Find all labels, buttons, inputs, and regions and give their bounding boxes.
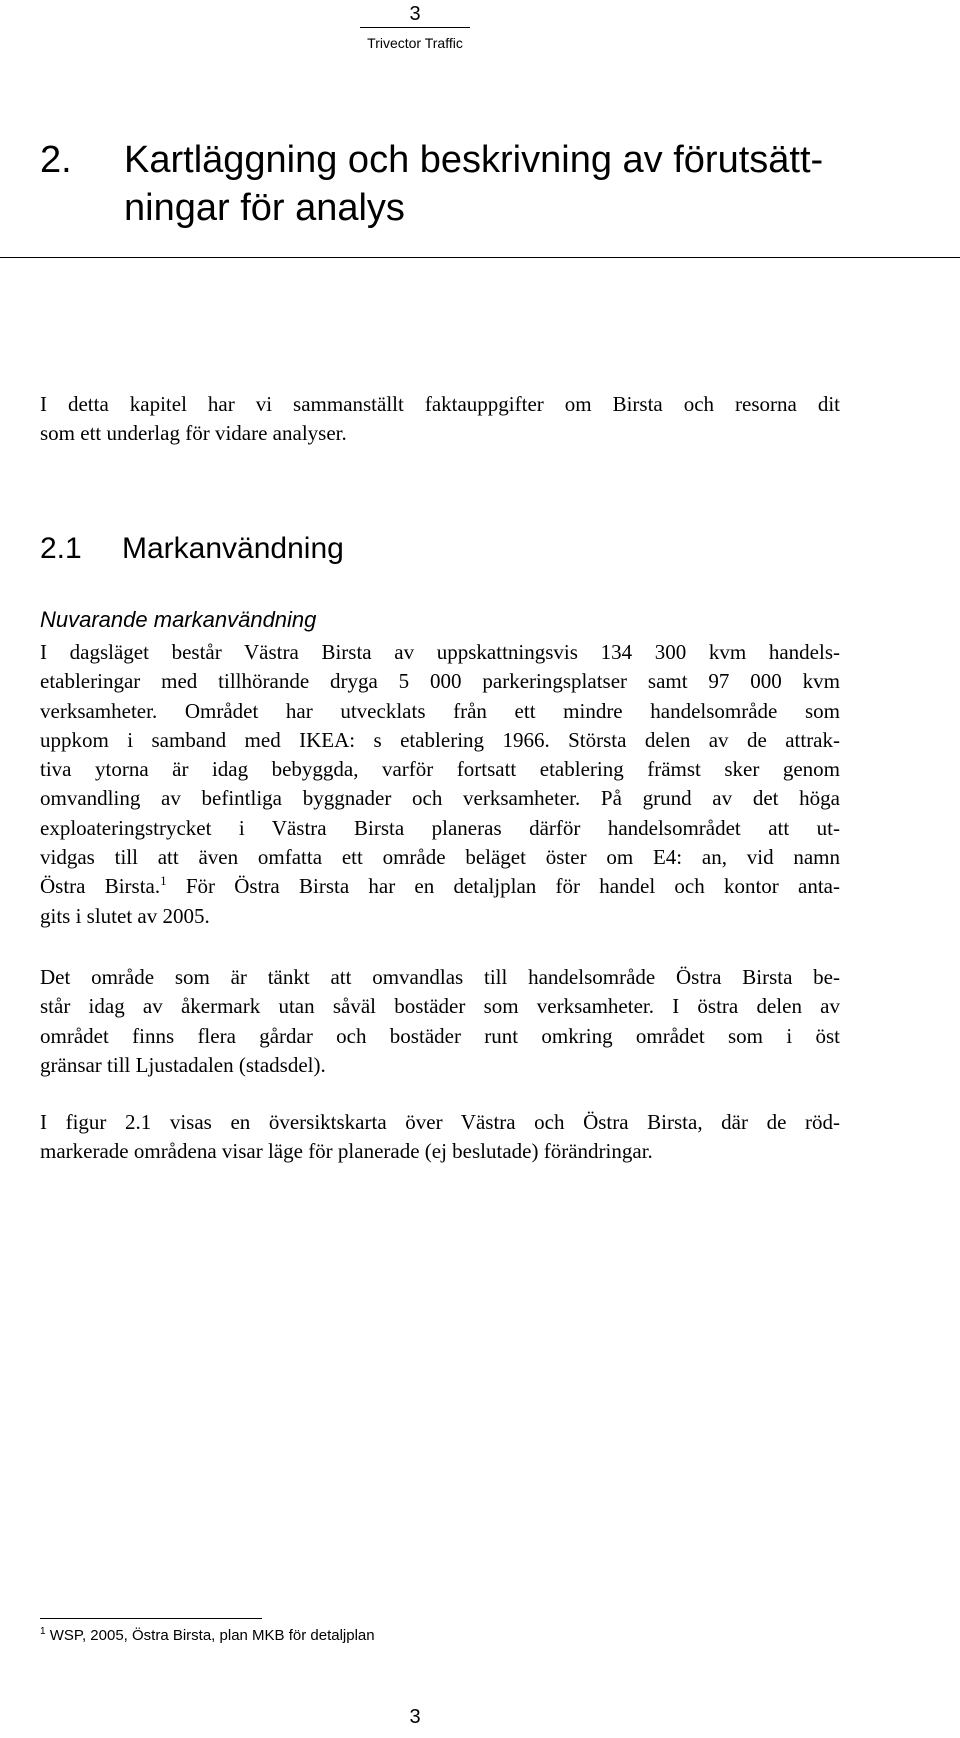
intro-paragraph <box>40 390 840 449</box>
paragraph-1-line-9a: Östra Birsta. <box>40 874 161 899</box>
intro-line-2: som ett underlag för vidare analyser. <box>40 421 347 446</box>
section-number: 2.1 <box>40 532 82 565</box>
paragraph-3-line: I figur 2.1 visas en översiktskarta över Västra och Östra Birsta, där de röd- <box>40 1110 840 1134</box>
header-rule <box>360 27 470 28</box>
paragraph-2-line: står idag av åkermark utan såväl bostäder som verksamheter. I östra delen av <box>40 994 840 1019</box>
subheading: Nuvarande markanvändning <box>40 607 317 632</box>
footnote <box>40 1626 375 1646</box>
chapter-number: 2. <box>40 139 72 181</box>
chapter-title-line-2: ningar för analys <box>124 187 405 229</box>
footnote-marker: 1 <box>40 1626 46 1637</box>
paragraph-3-line: markerade områdena visar läge för planerade (ej beslutade) förändringar. <box>40 1139 653 1164</box>
paragraph-2-line: området finns flera gårdar och bostäder runt omkring området som i öst <box>40 1023 840 1048</box>
footnote-text: WSP, 2005, Östra Birsta, plan MKB för detaljplan <box>45 1627 375 1644</box>
paragraph-1-line: verksamheter. Området har utvecklats från ett mindre handelsområde som <box>40 698 840 723</box>
section-title: Markanvändning <box>122 532 344 565</box>
paragraph-1-line: etableringar med tillhörande dryga 5 000 parkeringsplatser samt 97 000 kvm <box>40 669 840 694</box>
header-page-number: 3 <box>409 3 421 25</box>
chapter-title-line-1: Kartläggning och beskrivning av förutsätt- <box>124 139 824 181</box>
paragraph-1-line: uppkom i samband med IKEA: s etablering 1966. Största delen av de attrak- <box>40 727 840 752</box>
paragraph-3 <box>40 1108 840 1167</box>
footnote-rule <box>40 1618 262 1619</box>
header-company: Trivector Traffic <box>367 35 463 51</box>
paragraph-2-line: gränsar till Ljustadalen (stadsdel). <box>40 1052 326 1077</box>
footnote-reference: 1 <box>160 873 167 889</box>
footer-page-number: 3 <box>409 1706 421 1728</box>
intro-line-1: I detta kapitel har vi sammanställt faktauppgifter om Birsta och resorna dit <box>40 392 840 416</box>
paragraph-1-line: exploateringstrycket i Västra Birsta planeras därför handelsområdet att ut- <box>40 815 840 840</box>
paragraph-1 <box>40 638 840 931</box>
paragraph-1-line: omvandling av befintliga byggnader och verksamheter. På grund av det höga <box>40 786 840 811</box>
paragraph-1-line: I dagsläget består Västra Birsta av uppskattningsvis 134 300 kvm handels- <box>40 640 840 664</box>
paragraph-1-line: vidgas till att även omfatta ett område beläget öster om E4: an, vid namn <box>40 845 840 870</box>
paragraph-1-line-9b: För Östra Birsta har en detaljplan för handel och kontor anta- <box>166 874 840 899</box>
chapter-rule <box>0 257 960 258</box>
paragraph-2 <box>40 963 840 1080</box>
paragraph-1-line <box>40 872 840 901</box>
paragraph-1-line: tiva ytorna är idag bebyggda, varför fortsatt etablering främst sker genom <box>40 757 840 782</box>
paragraph-1-line: gits i slutet av 2005. <box>40 903 210 928</box>
chapter-title <box>124 136 914 232</box>
paragraph-2-line: Det område som är tänkt att omvandlas till handelsområde Östra Birsta be- <box>40 965 840 989</box>
